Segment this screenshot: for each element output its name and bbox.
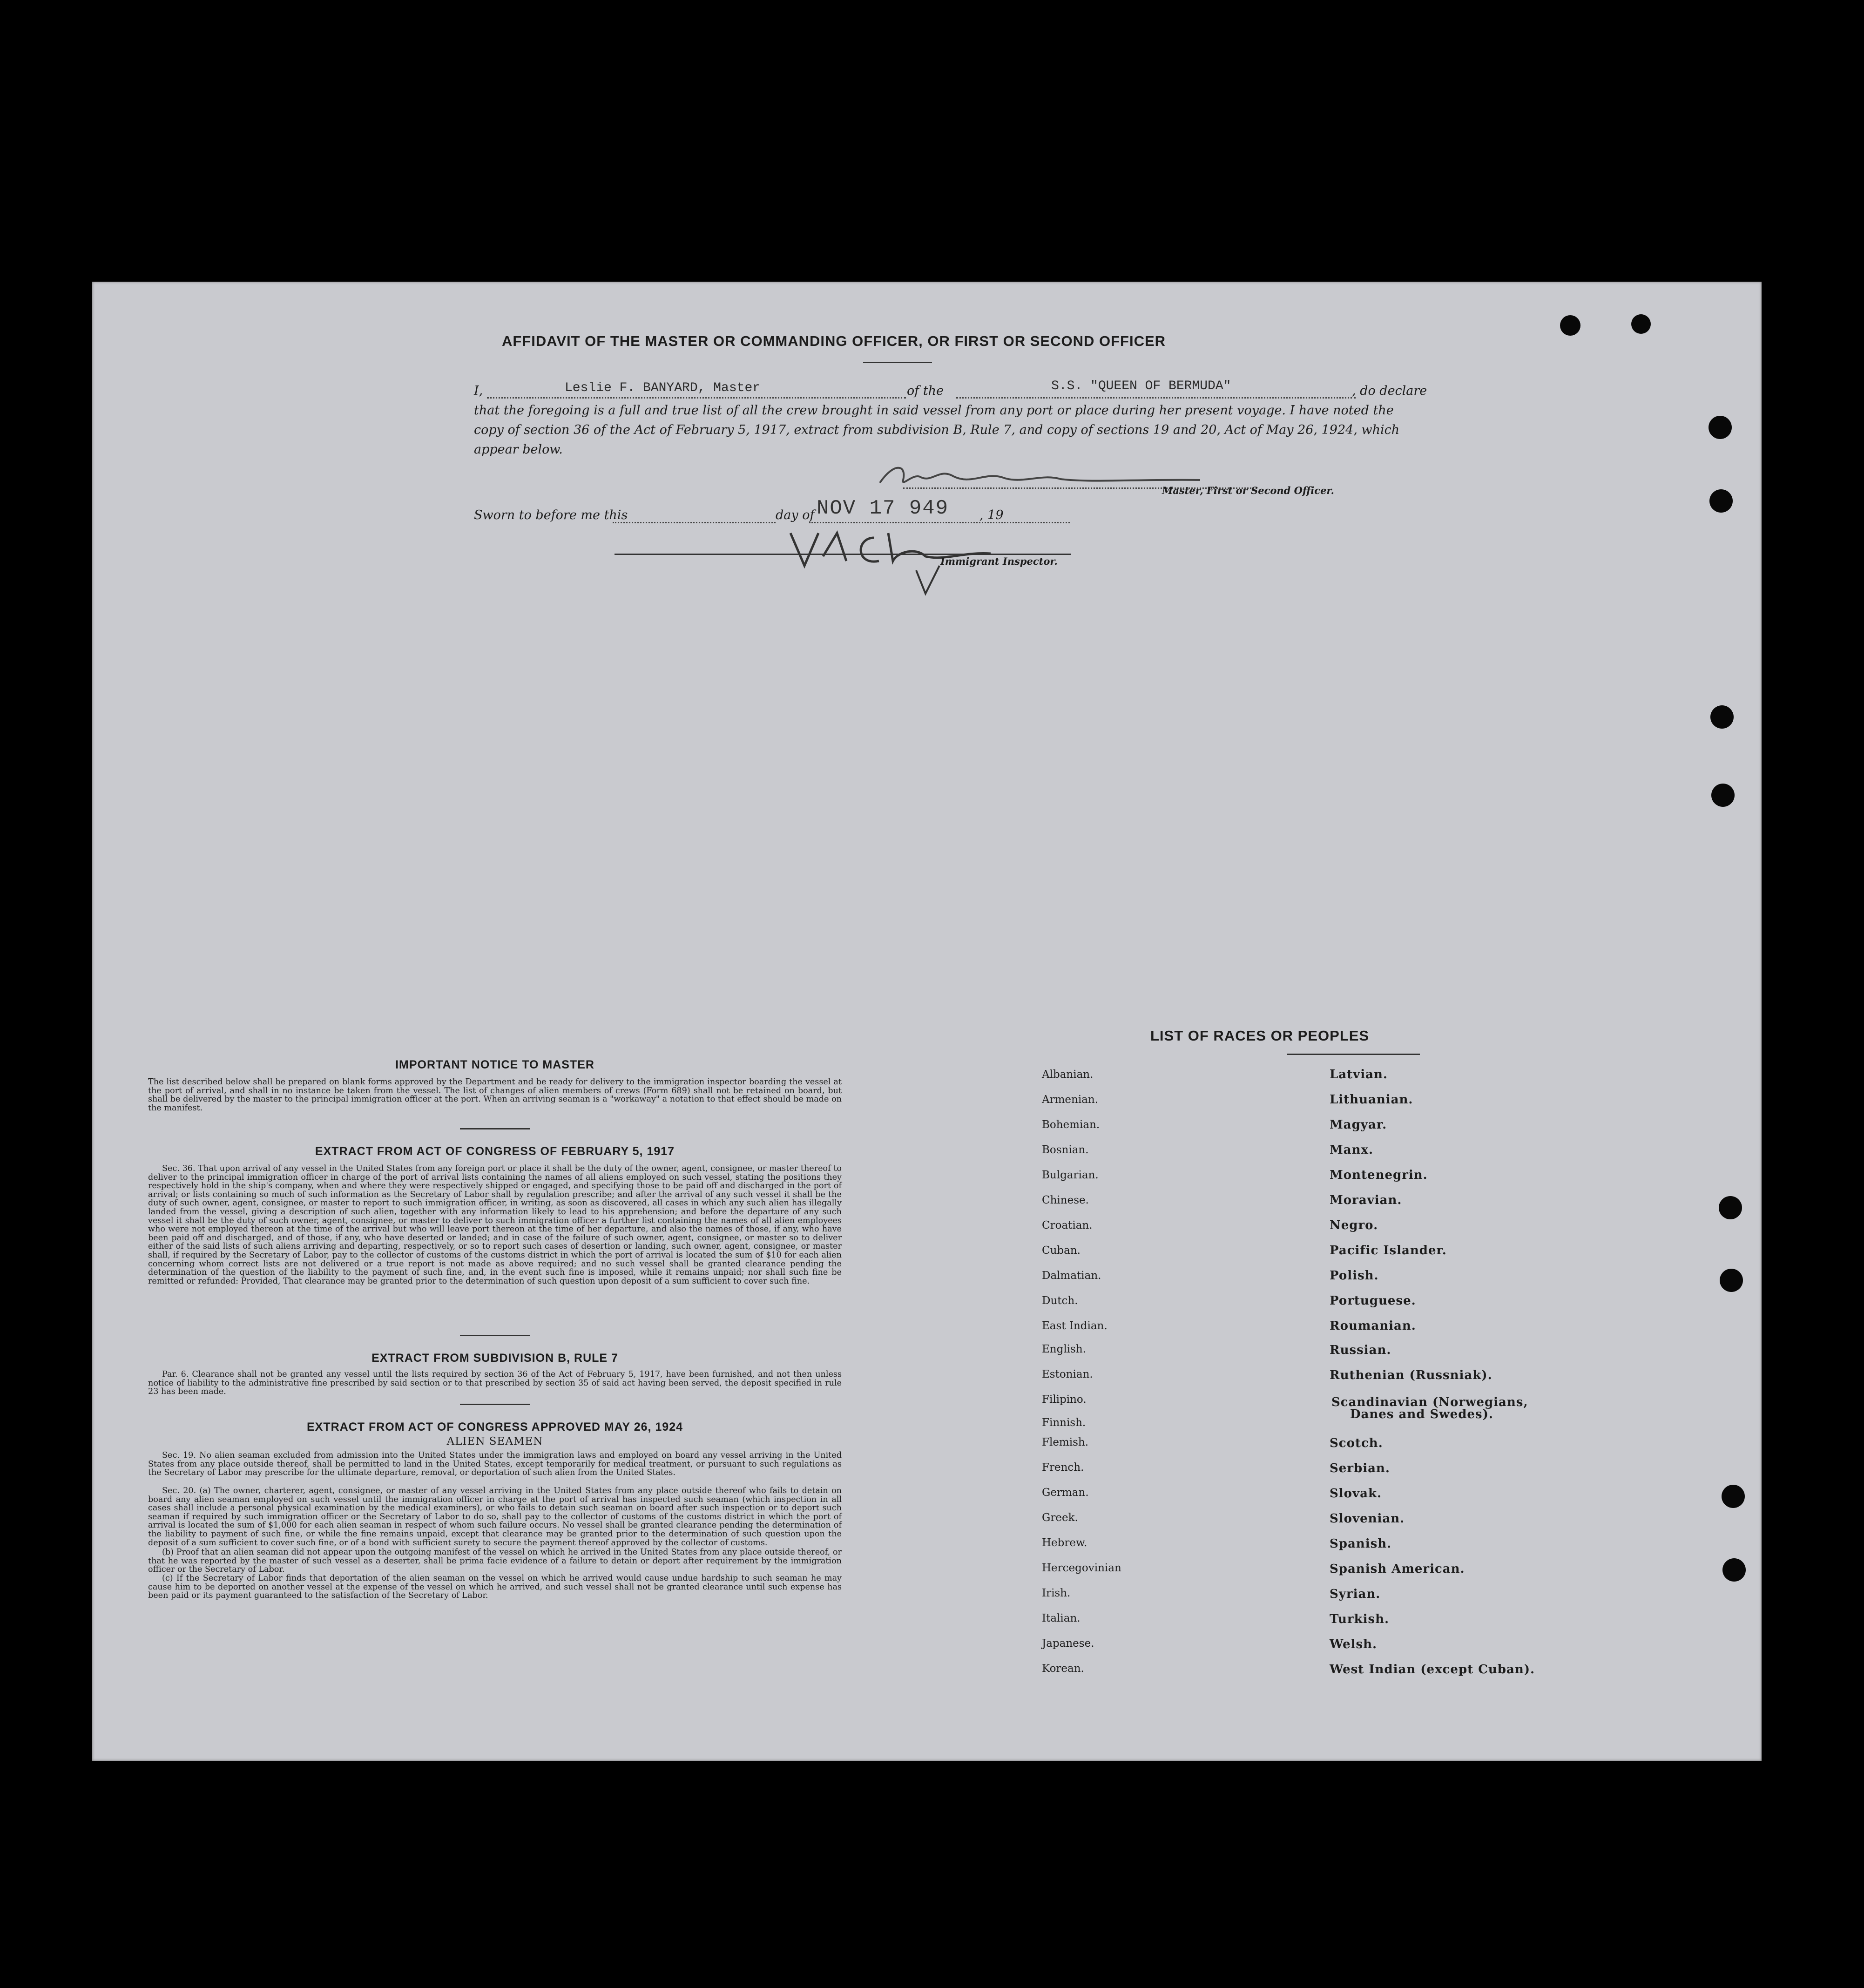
race-item: Hercegovinian (1042, 1562, 1121, 1574)
extract-1924-sec19: Sec. 19. No alien seaman excluded from admission into the United States under the immigration laws and employed on board any vessel arriving in the United States from any place outside thereof, shall be permitted to land in the United States, except temporarily for medical treatment, or pursuant to such regulations as the Secretary of Labor may prescribe for the ultimate departure, removal, or deportation of such alien from the United States. (148, 1451, 842, 1478)
punch-hole (1722, 1485, 1745, 1508)
race-item: Spanish. (1330, 1537, 1392, 1551)
race-item: Chinese. (1042, 1194, 1089, 1206)
date-stamp: NOV 17 949 (817, 497, 949, 520)
race-item: Portuguese. (1330, 1294, 1416, 1308)
race-item: Scandinavian (Norwegians, (1331, 1395, 1528, 1409)
race-item: Korean. (1042, 1663, 1084, 1675)
race-item: Estonian. (1042, 1368, 1093, 1380)
race-item: Syrian. (1330, 1587, 1381, 1601)
race-item: Dalmatian. (1042, 1270, 1101, 1282)
race-item: Armenian. (1042, 1094, 1099, 1106)
race-item: Hebrew. (1042, 1537, 1087, 1549)
notice-title: IMPORTANT NOTICE TO MASTER (395, 1058, 594, 1071)
extract-1924-sec20b: (b) Proof that an alien seaman did not appear upon the outgoing manifest of the vessel on which he arrived in the United States from any place outside thereof, or that he was reported by the master of such vessel as a deserter, shall be prima facie evidence of a failure to detain or deport after requirement by the immigration officer or the Secretary of Labor. (148, 1548, 842, 1575)
day-of-label: day of (776, 508, 815, 522)
punch-hole (1710, 705, 1734, 729)
affidavit-body-1: that the foregoing is a full and true list of all the crew brought in said vessel from any port or place during her present voyage. I have noted the (474, 403, 1394, 418)
race-item: Danes and Swedes). (1350, 1407, 1493, 1421)
race-item: Japanese. (1042, 1637, 1094, 1650)
race-item: Croatian. (1042, 1219, 1093, 1231)
year-label: , 19 (979, 508, 1004, 522)
inspector-signature-line (615, 554, 1071, 555)
extract-rule7-title: EXTRACT FROM SUBDIVISION B, RULE 7 (371, 1352, 618, 1365)
race-item: Scotch. (1330, 1436, 1383, 1450)
races-divider (1287, 1054, 1420, 1055)
race-item: East Indian. (1042, 1320, 1108, 1332)
race-item: Bohemian. (1042, 1119, 1100, 1131)
race-item: Finnish. (1042, 1417, 1086, 1429)
race-item: Polish. (1330, 1269, 1379, 1283)
extract-1924-sec20c: (c) If the Secretary of Labor finds that deportation of the alien seaman on the vessel on which he arrived would cause undue hardship to such seaman he may cause him to be deported on another vessel at the expense of the vessel on which he arrived, and such vessel shall not be granted clearance until such expense has been paid or its payment guaranteed to the satisfaction of the Secretary of Labor. (148, 1574, 842, 1601)
sworn-day-blank (613, 522, 776, 523)
extract-rule7-body: Par. 6. Clearance shall not be granted any vessel until the lists required by section 36 of the Act of February 5, 1917, have been furnished, and not then unless notice of liability to the administrative fine prescribed by said section or to that prescribed by section 35 of said act having been served, the deposit specified in rule 23 has been made. (148, 1370, 842, 1397)
divider (460, 1335, 530, 1336)
extract-1917-title: EXTRACT FROM ACT OF CONGRESS OF FEBRUARY 5, 1917 (315, 1145, 675, 1158)
extract-1924-title: EXTRACT FROM ACT OF CONGRESS APPROVED MAY 26, 1924 (306, 1420, 683, 1434)
race-item: Italian. (1042, 1612, 1081, 1624)
race-item: Ruthenian (Russniak). (1330, 1368, 1493, 1382)
master-title-label: Master, First or Second Officer. (1162, 485, 1334, 496)
sworn-month-blank (809, 522, 1070, 523)
race-item: Serbian. (1330, 1461, 1390, 1475)
vessel-blank (956, 397, 1356, 399)
affidavit-body-2: copy of section 36 of the Act of February 5, 1917, extract from subdivision B, Rule 7, and copy of sections 19 and 20, Act of May 26, 1924, which (474, 423, 1400, 437)
race-item: Welsh. (1330, 1637, 1378, 1651)
do-declare-label: , do declare (1352, 384, 1427, 398)
divider (460, 1128, 530, 1129)
race-item: Pacific Islander. (1330, 1244, 1447, 1258)
of-the-label: of the (907, 384, 944, 398)
race-item: English. (1042, 1343, 1086, 1355)
document-page (92, 282, 1762, 1761)
race-item: French. (1042, 1461, 1084, 1474)
race-item: Manx. (1330, 1143, 1374, 1157)
race-item: Bulgarian. (1042, 1169, 1099, 1181)
punch-hole (1720, 1269, 1743, 1292)
race-item: Montenegrin. (1330, 1168, 1428, 1182)
affidavit-declaration-line (474, 381, 1433, 401)
title-divider (863, 362, 932, 363)
affidavit-title: AFFIDAVIT OF THE MASTER OR COMMANDING OFFICER, OR FIRST OR SECOND OFFICER (502, 333, 1166, 349)
alien-seamen-subtitle: ALIEN SEAMEN (446, 1435, 543, 1447)
affidavit-body-3: appear below. (474, 442, 563, 457)
race-item: Magyar. (1330, 1118, 1387, 1132)
sworn-label: Sworn to before me this (474, 508, 628, 522)
race-item: Russian. (1330, 1343, 1391, 1357)
race-item: Negro. (1330, 1218, 1378, 1232)
race-item: Cuban. (1042, 1244, 1081, 1257)
punch-hole (1711, 784, 1735, 807)
notice-body: The list described below shall be prepared on blank forms approved by the Department and be ready for delivery to the immigration inspector boarding the vessel at the port of arrival, and shall in no instance be taken from the vessel. The list of changes of alien members of crews (Form 689) shall not be retained on board, but shall be delivered by the master to the principal immigration officer at the port. When an arriving seaman is a "workaway" a notation to that effect should be made on the manifest. (148, 1077, 842, 1113)
race-item: Greek. (1042, 1512, 1078, 1524)
race-item: Lithuanian. (1330, 1093, 1413, 1107)
race-item: Latvian. (1330, 1068, 1388, 1082)
race-item: German. (1042, 1487, 1089, 1499)
divider (460, 1404, 530, 1405)
extract-1924-sec20a: Sec. 20. (a) The owner, charterer, agent, consignee, or master of any vessel arriving in the United States from any place outside thereof who fails to detain on board any alien seaman employed on such vessel until the immigration officer in charge at the port of arrival has inspected such seaman (which inspection in all cases shall include a personal physical examination by the medical examiners), or who fails to detain such seaman on board after such inspection or to deport such seaman if required by such immigration officer or the Secretary of Labor to do so, shall pay to the collector of customs of the customs district in which the port of arrival is located the sum of $1,000 for each alien seaman in respect of whom such failure occurs. No vessel shall be granted clearance pending the determination of the liability to payment of such fine, or while the fine remains unpaid, except that clearance may be granted prior to the determination of such question upon the deposit of a sum sufficient to cover such fine, or of a bond with sufficient surety to secure the payment thereof approved by the collector of customs. (148, 1486, 842, 1548)
race-item: Flemish. (1042, 1436, 1089, 1448)
race-item: Slovak. (1330, 1487, 1382, 1501)
officer-name: Leslie F. BANYARD, Master (565, 381, 761, 395)
race-item: Spanish American. (1330, 1562, 1465, 1576)
race-item: Filipino. (1042, 1393, 1087, 1406)
race-item: Dutch. (1042, 1295, 1078, 1307)
vessel-name: S.S. "QUEEN OF BERMUDA" (1051, 379, 1231, 393)
punch-hole (1631, 314, 1651, 334)
race-item: Irish. (1042, 1587, 1071, 1599)
punch-hole (1709, 489, 1733, 513)
race-item: Turkish. (1330, 1612, 1390, 1626)
races-title: LIST OF RACES OR PEOPLES (1150, 1028, 1370, 1044)
extract-1917-body: Sec. 36. That upon arrival of any vessel in the United States from any foreign port or place it shall be the duty of the owner, agent, consignee, or master thereof to deliver to the principal immigration officer in charge of the port of arrival lists containing the names of all aliens employed on such vessel, stating the positions they respectively hold in the ship's company, when and where they were respectively shipped or engaged, and specifying those to be paid off and discharged in the port of arrival; or lists containing so much of such information as the Secretary of Labor shall by regulation prescribe; and after the arrival of any such vessel it shall be the duty of such owner, agent, consignee, or master to report to such immigration officer, in writing, as soon as discovered, all cases in which any such alien has illegally landed from the vessel, giving a description of such alien, together with any information likely to lead to his apprehension; and before the departure of any such vessel it shall be the duty of such owner, agent, consignee, or master to deliver to such immigration officer a further list containing the names of all alien employees who were not employed thereon at the time of the arrival but who will leave port thereon at the time of her departure, and also the names of those, if any, who have been paid off and discharged, and of those, if any, who have deserted or landed; and in case of the failure of such owner, agent, consignee, or master so to deliver either of the said lists of such aliens arriving and departing, respectively, or so to report such cases of desertion or landing, such owner, agent, consignee, or master shall, if required by the Secretary of Labor, pay to the collector of customs of the customs district in which the port of arrival is located the sum of $10 for each alien concerning whom correct lists are not delivered or a true report is not made as above required; and no such vessel shall be granted clearance pending the determination of the question of the liability to the payment of such fine, and, in the event such fine is imposed, while it remains unpaid; nor shall such fine be remitted or refunded: Provided, That clearance may be granted prior to the determination of such question upon deposit of a sum sufficient to cover such fine. (148, 1164, 842, 1286)
race-item: Bosnian. (1042, 1144, 1089, 1156)
race-item: Roumanian. (1330, 1319, 1416, 1333)
race-item: Slovenian. (1330, 1512, 1405, 1526)
i-label: I, (474, 384, 483, 398)
race-item: West Indian (except Cuban). (1330, 1663, 1535, 1677)
punch-hole (1709, 416, 1732, 439)
race-item: Moravian. (1330, 1193, 1402, 1207)
punch-hole (1722, 1558, 1746, 1582)
punch-hole (1560, 315, 1580, 336)
punch-hole (1719, 1196, 1742, 1219)
race-item: Albanian. (1042, 1068, 1094, 1081)
inspector-label: Immigrant Inspector. (940, 555, 1058, 567)
